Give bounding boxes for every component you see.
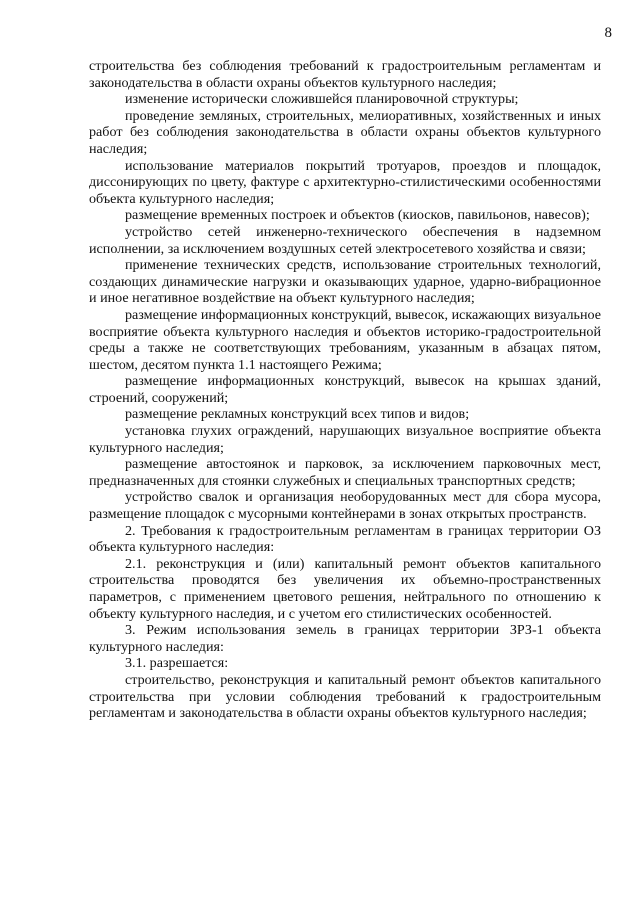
paragraph: размещение информационных конструкций, вывесок на крышах зданий, строений, сооружений; bbox=[89, 373, 601, 406]
paragraph: использование материалов покрытий тротуаров, проездов и площадок, диссонирующих по цвету, фактуре с архитектурно-стилистическими особенностями объекта культурного наследия; bbox=[89, 157, 601, 207]
document-body bbox=[89, 58, 601, 722]
paragraph: строительство, реконструкция и капитальный ремонт объектов капитального строительства при условии соблюдения требований к градостроительным регламентам и законодательства в области охраны объектов культурного наследия; bbox=[89, 671, 601, 722]
paragraph: размещение временных построек и объектов (киосков, павильонов, навесов); bbox=[125, 207, 590, 224]
paragraph: размещение информационных конструкций, вывесок, искажающих визуальное восприятие объекта культурного наследия и объектов историко-градостроительной среды а также не соответствующих требованиям, указанным в абзацах пятом, шестом, десятом пункта 1.1 настоящего Режима; bbox=[89, 306, 601, 373]
paragraph: проведение земляных, строительных, мелиоративных, хозяйственных и иных работ без соблюдения законодательства в области охраны объектов культурного наследия; bbox=[89, 107, 601, 157]
paragraph: строительства без соблюдения требований к градостроительным регламентам и законодательства в области охраны объектов культурного наследия; bbox=[89, 58, 601, 91]
paragraph: 2. Требования к градостроительным регламентам в границах территории ОЗ объекта культурного наследия: bbox=[89, 522, 601, 556]
paragraph: установка глухих ограждений, нарушающих визуальное восприятие объекта культурного наследия; bbox=[89, 423, 601, 456]
paragraph: 3. Режим использования земель в границах территории ЗРЗ-1 объекта культурного наследия: bbox=[89, 622, 601, 655]
paragraph: размещение рекламных конструкций всех типов и видов; bbox=[125, 406, 470, 423]
paragraph: устройство свалок и организация необорудованных мест для сбора мусора, размещение площадок с мусорными контейнерами в зонах открытых пространств. bbox=[89, 489, 601, 523]
paragraph: применение технических средств, использование строительных технологий, создающих динамические нагрузки и оказывающих ударное, ударно-вибрационное и иное негативное воздействие на объект культурного наследия; bbox=[89, 257, 601, 307]
paragraph: размещение автостоянок и парковок, за исключением парковочных мест, предназначенных для стоянки служебных и специальных транспортных средств; bbox=[89, 456, 601, 489]
page-number: 8 bbox=[604, 25, 612, 41]
paragraph: 2.1. реконструкция и (или) капитальный ремонт объектов капитального строительства проводятся без увеличения их объемно-пространственных параметров, с применением цветового решения, нейтрального по отношению к объекту культурного наследия, и с учетом его стилистических особенностей. bbox=[89, 555, 601, 622]
paragraph: 3.1. разрешается: bbox=[125, 655, 229, 672]
paragraph: устройство сетей инженерно-технического обеспечения в надземном исполнении, за исключением воздушных сетей электросетевого хозяйства и связи; bbox=[89, 223, 601, 257]
paragraph: изменение исторически сложившейся планировочной структуры; bbox=[125, 91, 519, 108]
